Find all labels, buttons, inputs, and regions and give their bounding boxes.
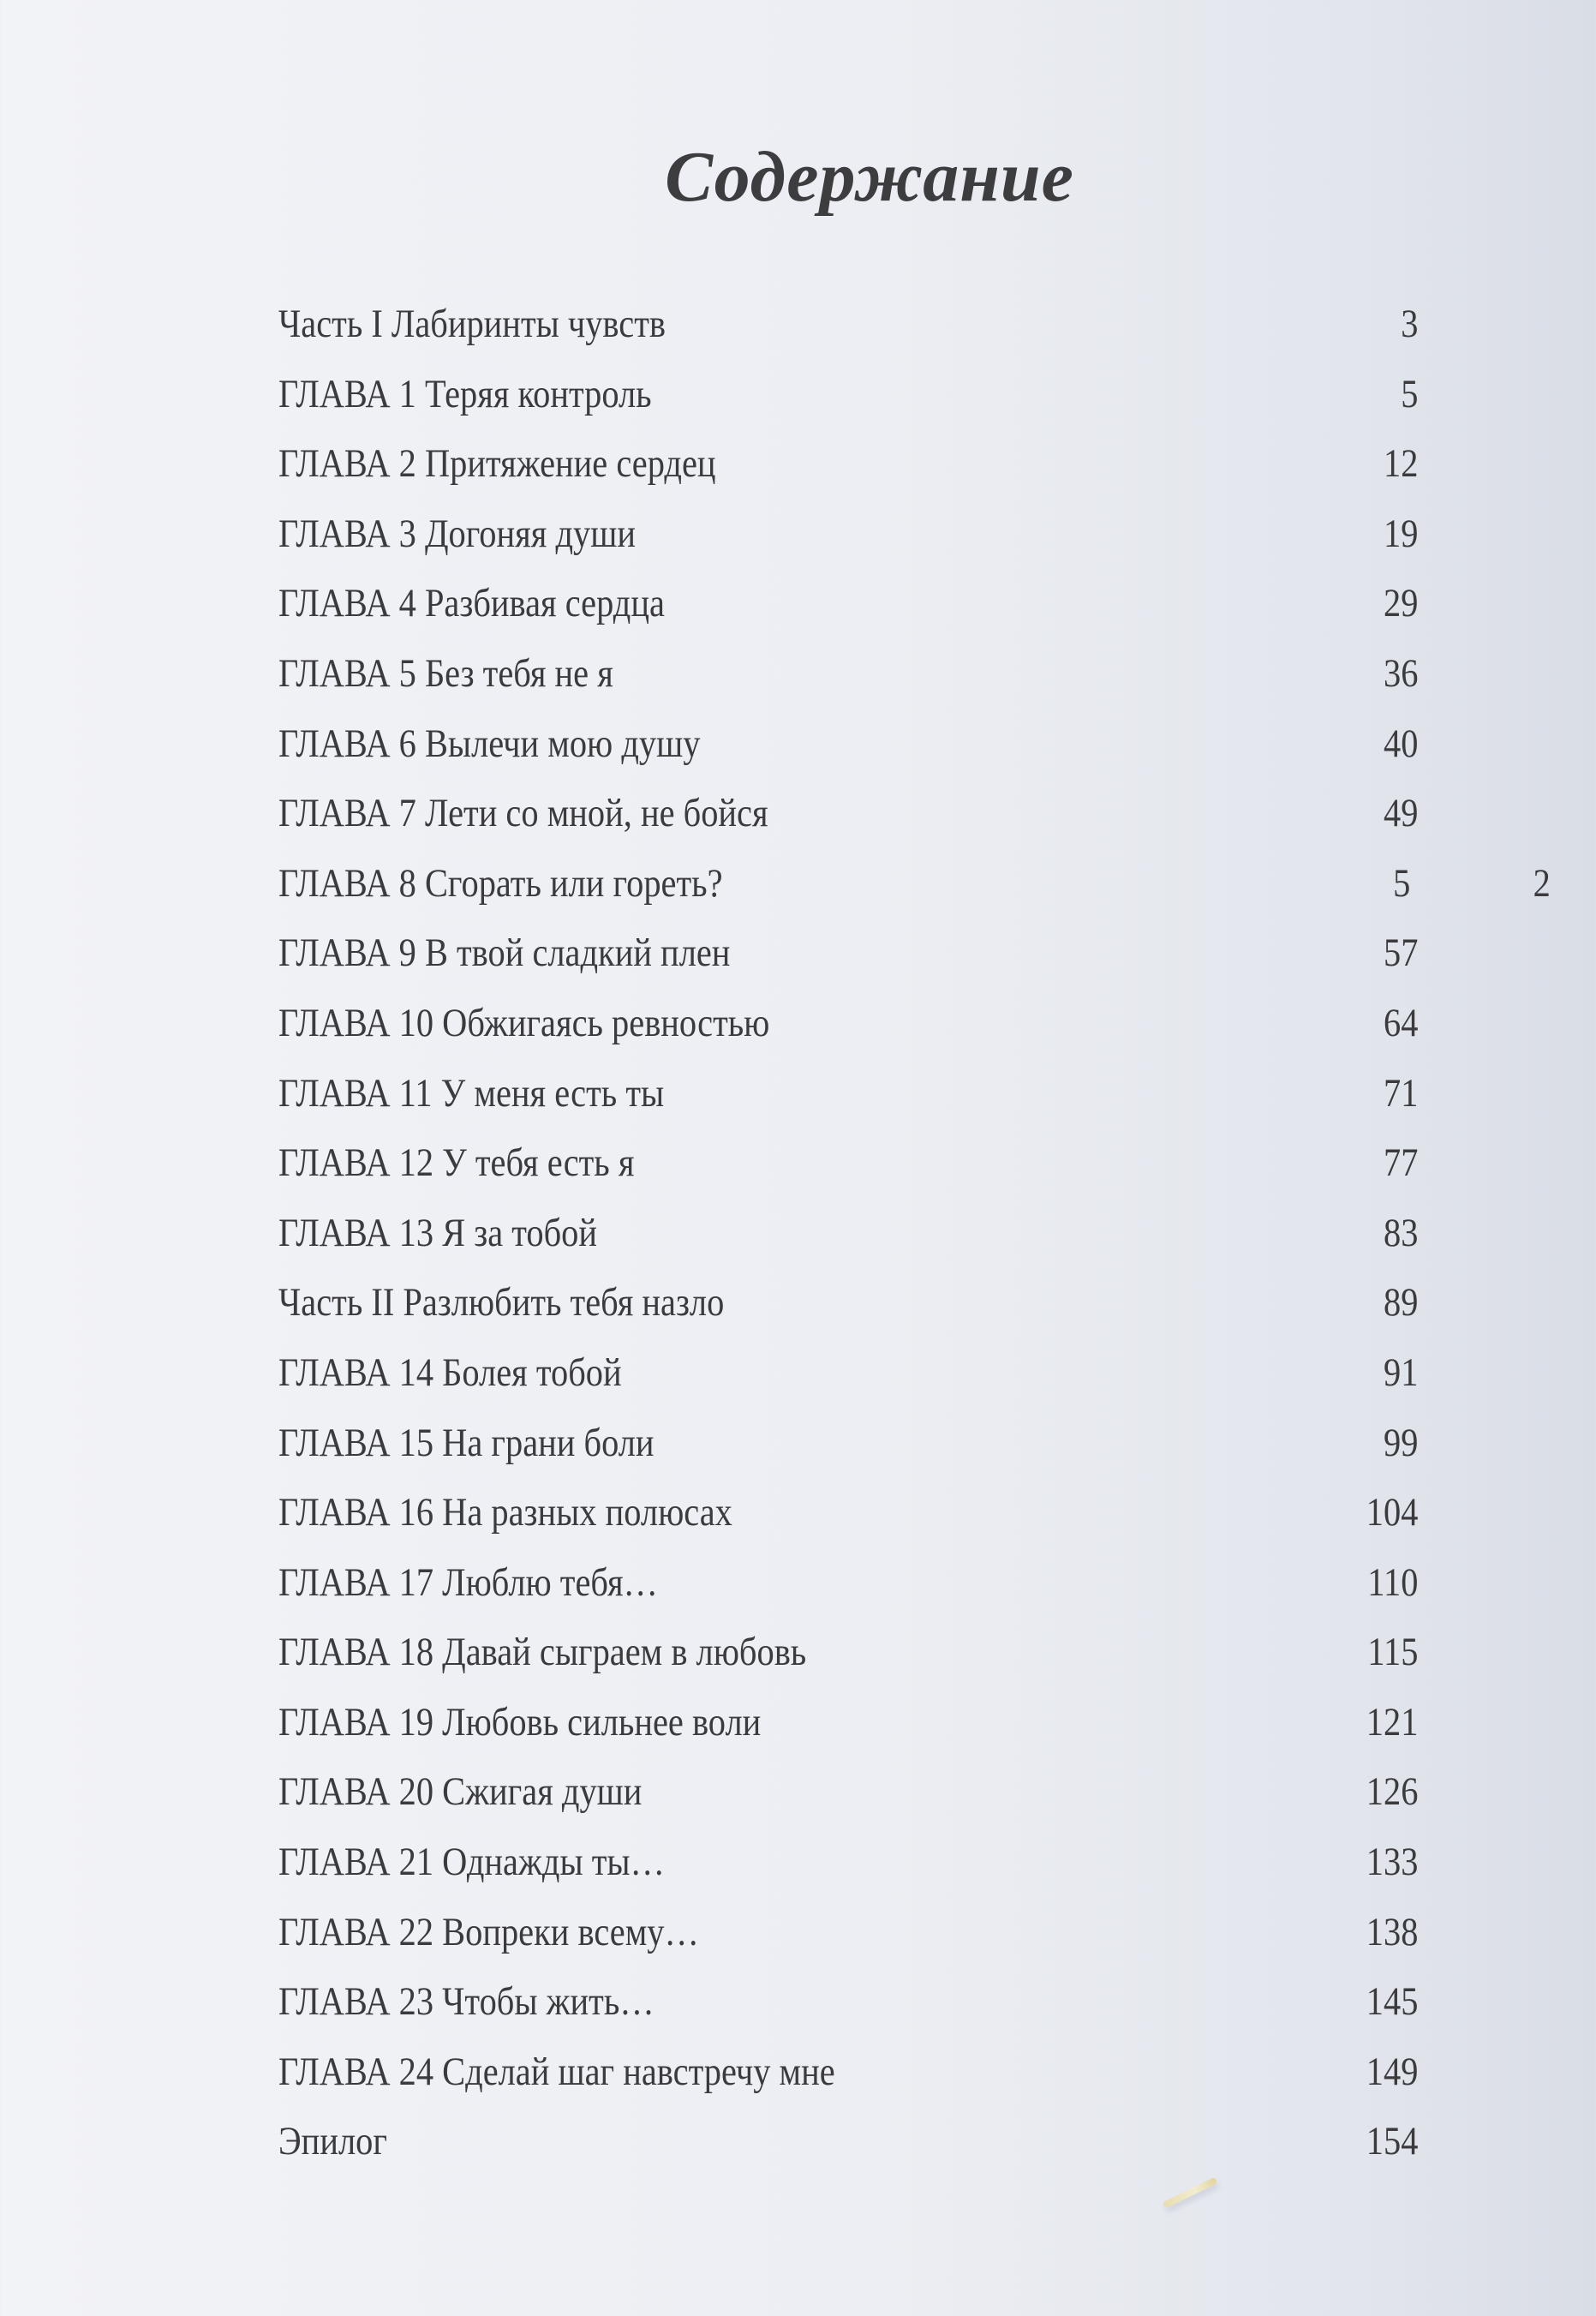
toc-entry — [278, 997, 1419, 1068]
toc-entry-label: ГЛАВА 8 Сгорать или гореть? — [278, 860, 723, 906]
toc-entry — [278, 1487, 1419, 1557]
toc-entry-label: ГЛАВА 5 Без тебя не я — [278, 650, 613, 696]
toc-entry-page: 104 — [1366, 1490, 1419, 1535]
toc-entry — [278, 2116, 1419, 2186]
toc-entry-label: ГЛАВА 14 Болея тобой — [278, 1350, 622, 1395]
toc-entry-page: 99 — [1384, 1420, 1419, 1465]
toc-entry-page: 133 — [1366, 1840, 1419, 1885]
toc-entry-label: ГЛАВА 20 Сжигая души — [278, 1769, 643, 1815]
toc-entry — [278, 298, 1419, 368]
toc-entry-page: 36 — [1384, 650, 1419, 696]
toc-entry-page: 138 — [1366, 1909, 1419, 1954]
toc-entry-label: ГЛАВА 21 Однажды ты… — [278, 1840, 665, 1885]
toc-entry-page: 12 — [1384, 441, 1419, 487]
toc-entry-label: ГЛАВА 7 Лети со мной, не бойся — [278, 791, 768, 836]
toc-entry — [278, 1557, 1419, 1627]
toc-entry-label: ГЛАВА 16 На разных полюсах — [278, 1490, 732, 1535]
toc-entry-page-part: 5 — [1393, 860, 1411, 906]
toc-entry-page: 57 — [1384, 931, 1419, 976]
toc-entry-page: 145 — [1366, 1979, 1419, 2025]
toc-entry — [278, 1207, 1419, 1278]
toc-entry-page: 89 — [1384, 1280, 1419, 1326]
toc-entry-page-part: 2 — [1533, 860, 1551, 906]
toc-entry-page: 110 — [1367, 1559, 1419, 1605]
toc-entry — [278, 858, 1551, 928]
toc-entry — [278, 787, 1419, 858]
toc-entry — [278, 1137, 1419, 1207]
toc-entry — [278, 1836, 1419, 1906]
toc-entry-page: 121 — [1366, 1699, 1419, 1744]
toc-entry-label: ГЛАВА 12 У тебя есть я — [278, 1140, 635, 1186]
toc-entry-page: 71 — [1384, 1070, 1419, 1116]
toc-entry — [278, 508, 1419, 578]
toc-entry — [278, 2046, 1419, 2116]
toc-entry-page: 149 — [1366, 2049, 1419, 2094]
toc-entry-label: ГЛАВА 17 Люблю тебя… — [278, 1559, 658, 1605]
toc-entry-label: ГЛАВА 3 Догоняя души — [278, 511, 636, 556]
toc-entry-label: ГЛАВА 15 На грани боли — [278, 1420, 655, 1465]
toc-entry-label: Эпилог — [278, 2119, 387, 2164]
toc-entry-label: ГЛАВА 6 Вылечи мою душу — [278, 721, 701, 766]
toc-entry-page: 154 — [1366, 2119, 1419, 2164]
toc-entry-page: 29 — [1384, 581, 1419, 626]
toc-entry-label: ГЛАВА 24 Сделай шаг навстречу мне — [278, 2049, 835, 2094]
toc-entry — [278, 1417, 1419, 1487]
toc-entry-page: 64 — [1384, 1000, 1419, 1045]
toc-entry-label: ГЛАВА 18 Давай сыграем в любовь — [278, 1630, 807, 1675]
toc-entry-page: 5 — [1401, 371, 1419, 416]
toc-entry-label: ГЛАВА 19 Любовь сильнее воли — [278, 1699, 762, 1744]
toc-entry-label: ГЛАВА 10 Обжигаясь ревностью — [278, 1000, 770, 1045]
toc-entry — [278, 718, 1419, 788]
toc-entry-page: 77 — [1384, 1140, 1419, 1186]
toc-entry — [278, 1906, 1419, 1977]
toc-entry-page: 115 — [1367, 1630, 1419, 1675]
toc-entry-label: ГЛАВА 1 Теряя контроль — [278, 371, 652, 416]
toc-entry-page: 3 — [1401, 302, 1419, 346]
toc-entry-label: ГЛАВА 11 У меня есть ты — [278, 1070, 665, 1116]
toc-entry-page: 126 — [1366, 1769, 1419, 1815]
toc-entry — [278, 368, 1419, 439]
toc-entry-label: ГЛАВА 23 Чтобы жить… — [278, 1979, 655, 2025]
table-of-contents — [278, 298, 1551, 2186]
toc-entry — [278, 1347, 1419, 1417]
toc-entry-page: 49 — [1384, 791, 1419, 836]
toc-entry — [278, 1277, 1419, 1347]
toc-entry-label: ГЛАВА 13 Я за тобой — [278, 1210, 597, 1255]
page-title: Содержание — [665, 137, 1074, 217]
toc-entry — [278, 648, 1419, 718]
toc-entry — [278, 1766, 1419, 1836]
toc-entry-page: 19 — [1384, 511, 1419, 556]
toc-entry-page: 40 — [1384, 721, 1419, 766]
toc-entry — [278, 1697, 1419, 1767]
toc-entry-label: ГЛАВА 9 В твой сладкий плен — [278, 931, 731, 976]
toc-entry — [278, 1626, 1419, 1697]
toc-entry-label: Часть II Разлюбить тебя назло — [278, 1280, 725, 1326]
toc-entry — [278, 927, 1419, 997]
toc-entry-page: 91 — [1384, 1350, 1419, 1395]
toc-entry-label: ГЛАВА 2 Притяжение сердец — [278, 441, 716, 487]
toc-entry — [278, 438, 1419, 508]
toc-entry-label: ГЛАВА 4 Разбивая сердца — [278, 581, 665, 626]
toc-entry-page: 83 — [1384, 1210, 1419, 1255]
toc-entry-label: ГЛАВА 22 Вопреки всему… — [278, 1909, 699, 1954]
toc-entry — [278, 1068, 1419, 1138]
toc-entry — [278, 578, 1419, 648]
toc-entry — [278, 1976, 1419, 2046]
toc-entry-label: Часть I Лабиринты чувств — [278, 302, 666, 346]
